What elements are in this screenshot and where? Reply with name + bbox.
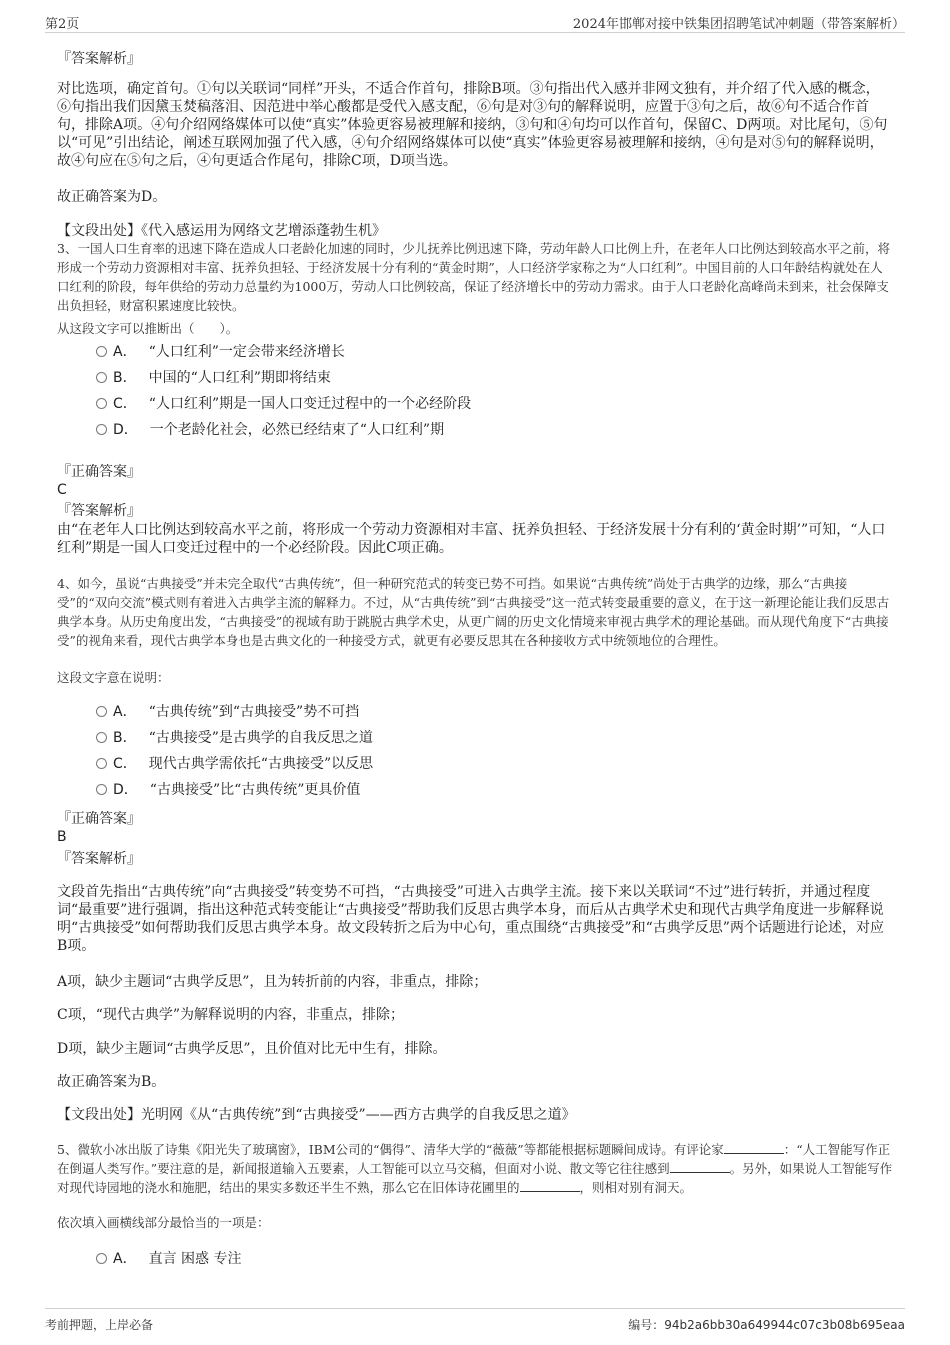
radio-icon[interactable] xyxy=(96,784,107,795)
q4-analysis-a: A项，缺少主题词“古典学反思”，且为转折前的内容，非重点，排除； xyxy=(57,974,488,990)
radio-icon[interactable] xyxy=(96,1253,107,1264)
q4-source: 【文段出处】光明网《从“古典传统”到“古典接受”——西方古典学的自我反思之道》 xyxy=(57,1107,576,1123)
radio-icon[interactable] xyxy=(96,346,107,357)
q3-analysis-label: 『答案解析』 xyxy=(57,503,141,519)
q4-option-c[interactable]: C． 现代古典学需依托“古典接受”以反思 xyxy=(96,754,373,774)
q4-analysis-d: D项，缺少主题词“古典学反思”，且价值对比无中生有，排除。 xyxy=(57,1041,447,1057)
fill-blank-1 xyxy=(724,1140,784,1154)
q3-option-d[interactable]: D． 一个老龄化社会，必然已经结束了“人口红利”期 xyxy=(96,420,444,440)
q3-analysis: 由“在老年人口比例达到较高水平之前，将形成一个劳动力资源相对丰富、抚养负担轻、于经济发展十分有利的‘黄金时期’”可知，“人口红利”期是一国人口变迁过程中的一个必经阶段。因此C项正确。 xyxy=(57,522,886,556)
q2-analysis-label: 『答案解析』 xyxy=(57,51,141,67)
page-header xyxy=(45,12,905,33)
document-title: 2024年邯郸对接中铁集团招聘笔试冲刺题（带答案解析） xyxy=(572,17,905,32)
fill-blank-2 xyxy=(670,1159,730,1173)
q4-prompt: 这段文字意在说明： xyxy=(57,670,170,685)
q4-answer: B xyxy=(57,829,67,845)
page-number: 第2页 xyxy=(45,17,80,32)
fill-blank-3 xyxy=(520,1178,580,1192)
radio-icon[interactable] xyxy=(96,732,107,743)
radio-icon[interactable] xyxy=(96,372,107,383)
q2-source: 【文段出处】《代入感运用为网络文艺增添蓬勃生机》 xyxy=(57,223,386,239)
q3-answer-label: 『正确答案』 xyxy=(57,464,141,480)
q2-analysis: 对比选项，确定首句。①句以关联词“同样”开头，不适合作首句，排除B项。③句指出代入感并非网文独有，并介绍了代入感的概念，⑥句指出我们因黛玉焚稿落泪、因范进中举心酸都是受代入感支配，⑥句是对③句的解释说明，应置于③句之后，故⑥句不适合作首句，排除A项。④句介绍网络媒体可以使“真实”体验更容易被理解和接纳，③句和④句均可以作首句，保留C、D两项。对比尾句，⑤句以“可见”引出结论，阐述互联网加强了代入感，④句介绍网络媒体可以使“真实”体验更容易被理解和接纳，④句是对⑤句的解释说明，故④句应在⑤句之后，④句更适合作尾句，排除C项，D项当选。 xyxy=(57,81,888,169)
radio-icon[interactable] xyxy=(96,398,107,409)
q4-analysis-c: C项，“现代古典学”为解释说明的内容，非重点，排除； xyxy=(57,1007,405,1023)
q4-answer-label: 『正确答案』 xyxy=(57,811,141,827)
q4-option-a[interactable]: A． “古典传统”到“古典接受”势不可挡 xyxy=(96,702,359,722)
q2-conclusion: 故正确答案为D。 xyxy=(57,189,167,205)
radio-icon[interactable] xyxy=(96,424,107,435)
q5-option-a[interactable]: A． 直言 困惑 专注 xyxy=(96,1249,241,1269)
footer-slogan: 考前押题，上岸必备 xyxy=(45,1318,154,1332)
page-footer xyxy=(45,1308,905,1335)
q4-analysis-label: 『答案解析』 xyxy=(57,851,141,867)
radio-icon[interactable] xyxy=(96,758,107,769)
q3-option-b[interactable]: B． 中国的“人口红利”期即将结束 xyxy=(96,368,331,388)
q4-option-d[interactable]: D． “古典接受”比“古典传统”更具价值 xyxy=(96,780,360,800)
q4-option-b[interactable]: B． “古典接受”是古典学的自我反思之道 xyxy=(96,728,373,748)
q5-stem: 5、微软小冰出版了诗集《阳光失了玻璃窗》，IBM公司的“偶得”、清华大学的“薇薇”等都能根据标题瞬间成诗。有评论家 ：“人工智能写作正在倒逼人类写作。”要注意的是，新闻报道输入五要素，人工智能可以立马交稿，但面对小说、散文等它往往感到 。另外，如果说人工智能写作对现代诗园地的浇水和施肥，结出的果实多数还半生不熟，那么它在旧体诗花圃里的 ，则相对别有洞天。 xyxy=(57,1142,893,1195)
q3-option-c[interactable]: C． “人口红利”期是一国人口变迁过程中的一个必经阶段 xyxy=(96,394,471,414)
q4-conclusion: 故正确答案为B。 xyxy=(57,1074,166,1090)
q3-stem: 3、一国人口生育率的迅速下降在造成人口老龄化加速的同时，少儿抚养比例迅速下降，劳动年龄人口比例上升，在老年人口比例达到较高水平之前，将形成一个劳动力资源相对丰富、抚养负担轻、于经济发展十分有利的“黄金时期”，人口经济学家称之为“人口红利”。中国目前的人口年龄结构就处在人口红利的阶段，每年供给的劳动力总量约为1000万，劳动人口比例较高，保证了经济增长中的劳动力需求。由于人口老龄化高峰尚未到来，社会保障支出负担轻，财富积累速度比较快。 xyxy=(57,241,890,313)
q4-stem: 4、如今，虽说“古典接受”并未完全取代“古典传统”，但一种研究范式的转变已势不可挡。如果说“古典传统”尚处于古典学的边缘，那么“古典接受”的“双向交流”模式则有着进入古典学主流的解释力。不过，从“古典传统”到“古典接受”这一范式转变最重要的意义，在于这一新理论能让我们反思古典学本身。从历史角度出发，“古典接受”的视域有助于跳脱古典学术史，从更广阔的历史文化情境来审视古典学术的理论基础。而从现代角度下“古典接受”的视角来看，现代古典学本身也是古典文化的一种接受方式，就更有必要反思其在各种接收方式中统领地位的合理性。 xyxy=(57,576,890,648)
q3-option-a[interactable]: A． “人口红利”一定会带来经济增长 xyxy=(96,342,345,362)
q5-prompt: 依次填入画横线部分最恰当的一项是： xyxy=(57,1215,270,1230)
radio-icon[interactable] xyxy=(96,706,107,717)
document-code: 编号：94b2a6bb30a649944c07c3b08b695eaa xyxy=(628,1318,905,1332)
q4-analysis: 文段首先指出“古典传统”向“古典接受”转变势不可挡，“古典接受”可进入古典学主流。接下来以关联词“不过”进行转折，并通过程度词“最重要”进行强调，指出这种范式转变能让“古典接受”帮助我们反思古典学本身，而后从古典学术史和现代古典学角度进一步解释说明“古典接受”如何帮助我们反思古典学本身。故文段转折之后为中心句，重点围绕“古典接受”和“古典学反思”两个话题进行论述，对应B项。 xyxy=(57,884,884,954)
q3-answer: C xyxy=(57,482,67,498)
q3-prompt: 从这段文字可以推断出（ ）。 xyxy=(57,321,239,336)
